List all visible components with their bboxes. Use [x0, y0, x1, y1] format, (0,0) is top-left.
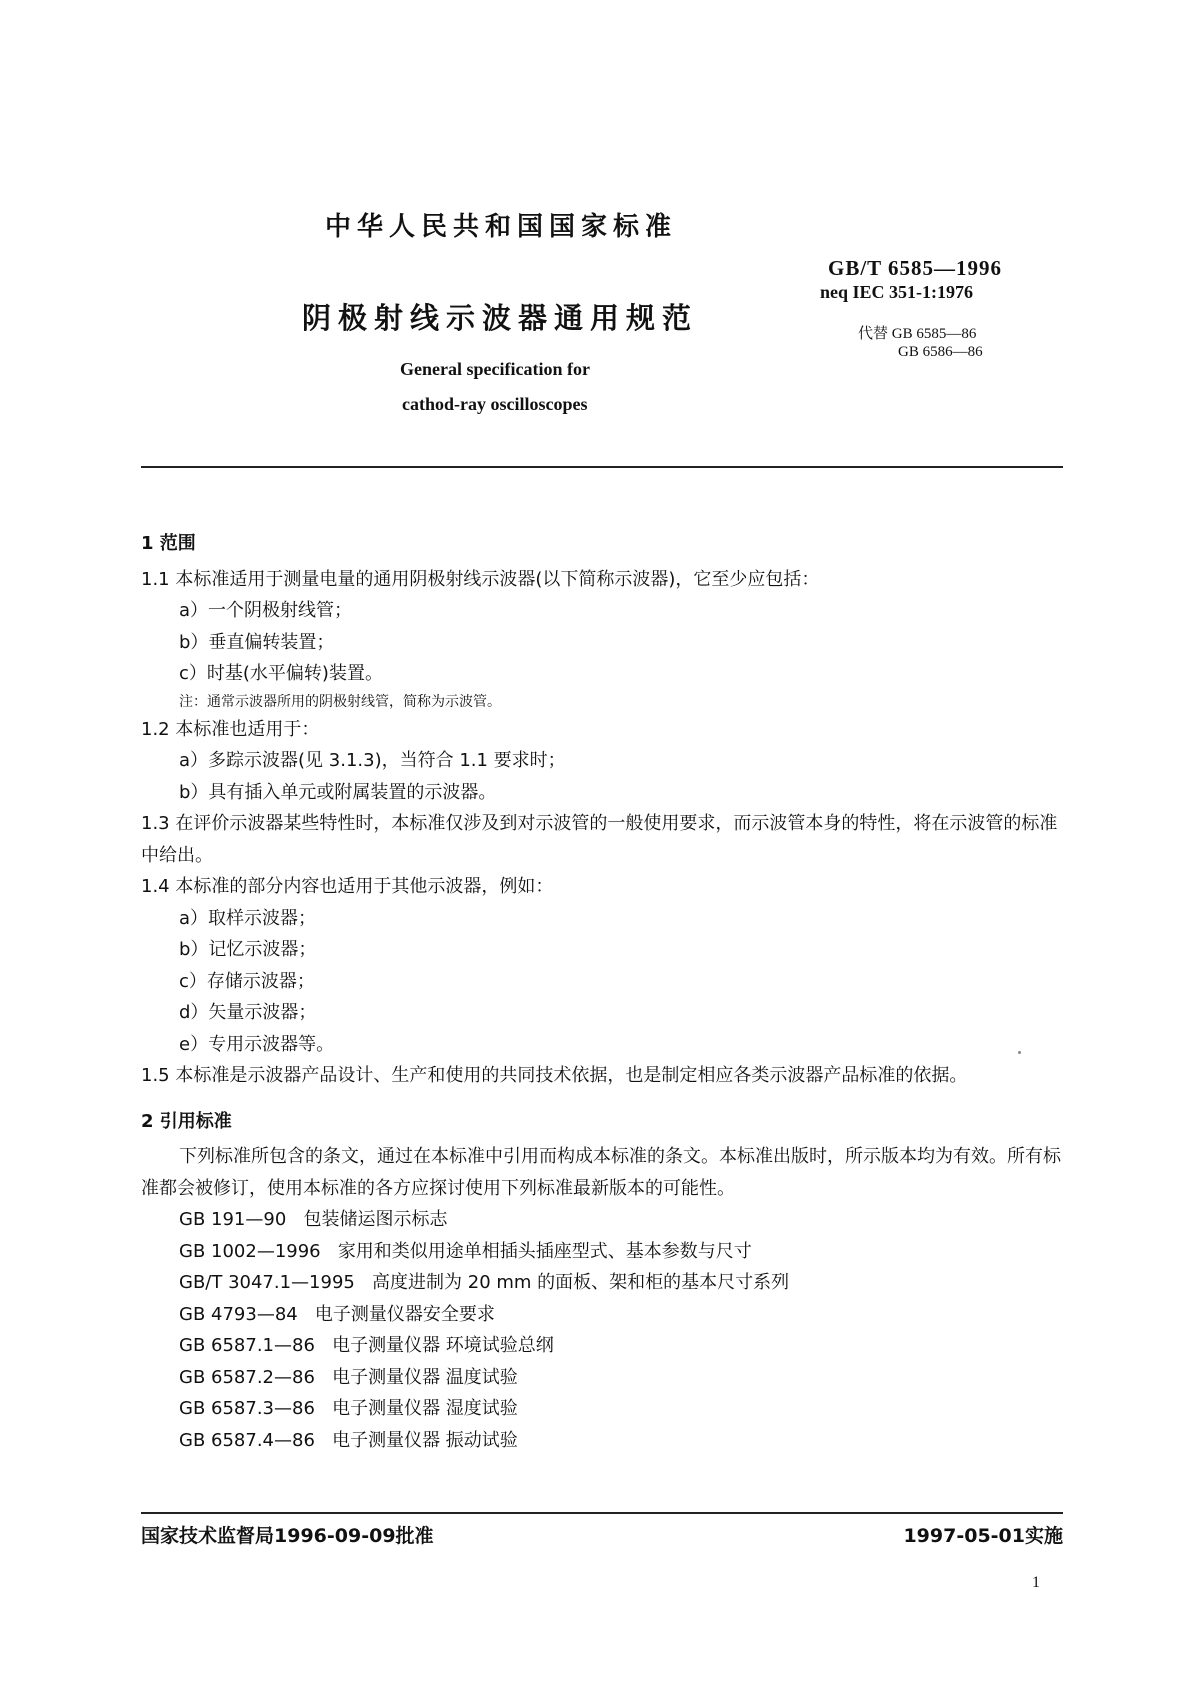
national-standard-title: 中华人民共和国国家标准 — [325, 212, 678, 242]
reference-code: GB 6587.2—86 — [179, 1366, 315, 1388]
clause-1-2: 1.2 本标准也适用于： — [141, 718, 320, 740]
list-item: e）专用示波器等。 — [179, 1033, 335, 1055]
list-item: a）多踪示波器(见 3.1.3)，当符合 1.1 要求时； — [179, 750, 566, 771]
reference-title: 电子测量仪器 振动试验 — [332, 1429, 518, 1451]
list-item: d）矢量示波器； — [179, 1002, 317, 1023]
section-2-heading: 2 引用标准 — [141, 1110, 232, 1132]
reference-code: GB 191—90 — [179, 1209, 287, 1230]
clause-1-4: 1.4 本标准的部分内容也适用于其他示波器，例如： — [141, 876, 554, 897]
reference-title: 高度进制为 20 mm 的面板、架和柜的基本尺寸系列 — [372, 1272, 790, 1293]
reference-title: 电子测量仪器 环境试验总纲 — [332, 1335, 554, 1356]
reference-row — [141, 1393, 1063, 1425]
approval-date: 国家技术监督局1996-09-09批准 — [141, 1525, 434, 1547]
header-divider — [141, 466, 1063, 468]
replaces-line-2: GB 6586—86 — [898, 344, 983, 360]
document-body — [141, 522, 1063, 1456]
section-1-heading: 1 范围 — [141, 533, 196, 554]
standard-number: GB/T 6585—1996 — [828, 256, 1003, 280]
reference-code: GB 6587.4—86 — [179, 1429, 315, 1451]
reference-title: 电子测量仪器安全要求 — [314, 1303, 495, 1325]
scan-speck — [1018, 1051, 1021, 1054]
replaces-line-1: 代替 GB 6585—86 — [858, 326, 977, 342]
reference-title: 包装储运图示标志 — [303, 1209, 448, 1230]
reference-row — [141, 1236, 1063, 1268]
reference-row — [141, 1425, 1063, 1457]
replaces-block — [858, 325, 983, 361]
reference-code: GB 1002—1996 — [179, 1240, 321, 1262]
list-item: a）取样示波器； — [179, 907, 317, 929]
list-item: b）垂直偏转装置； — [179, 631, 335, 653]
document-title-cn: 阴极射线示波器通用规范 — [302, 301, 699, 335]
reference-title: 家用和类似用途单相插头插座型式、基本参数与尺寸 — [337, 1240, 752, 1262]
reference-title: 电子测量仪器 温度试验 — [332, 1366, 518, 1388]
clause-1-1: 1.1 本标准适用于测量电量的通用阴极射线示波器(以下简称示波器)，它至少应包括： — [141, 568, 820, 590]
effective-date: 1997-05-01实施 — [903, 1525, 1063, 1547]
document-title-en-line-1: General specification for — [400, 359, 590, 379]
reference-code: GB 6587.1—86 — [179, 1335, 315, 1356]
list-item: b）记忆示波器； — [179, 939, 317, 960]
page-number: 1 — [1032, 1574, 1040, 1591]
reference-title: 电子测量仪器 湿度试验 — [332, 1398, 518, 1419]
clause-1-5: 1.5 本标准是示波器产品设计、生产和使用的共同技术依据，也是制定相应各类示波器产品标准的依据。 — [141, 1065, 968, 1086]
list-item: b）具有插入单元或附属装置的示波器。 — [179, 781, 497, 803]
reference-code: GB 6587.3—86 — [179, 1398, 315, 1419]
section-2-intro: 下列标准所包含的条文，通过在本标准中引用而构成本标准的条文。本标准出版时，所示版本均为有效。所有标准都会被修订，使用本标准的各方应探讨使用下列标准最新版本的可能性。 — [141, 1146, 1061, 1199]
list-item: a）一个阴极射线管； — [179, 600, 353, 621]
reference-code: GB 4793—84 — [179, 1303, 298, 1325]
reference-row — [141, 1267, 1063, 1299]
reference-row — [141, 1299, 1063, 1331]
clause-1-3: 1.3 在评价示波器某些特性时，本标准仅涉及到对示波管的一般使用要求，而示波管本身的特性，将在示波管的标准中给出。 — [141, 813, 1058, 866]
footer-divider — [141, 1512, 1063, 1514]
reference-row — [141, 1330, 1063, 1362]
reference-code: GB/T 3047.1—1995 — [179, 1272, 355, 1293]
reference-row — [141, 1362, 1063, 1394]
reference-row — [141, 1204, 1063, 1236]
clause-1-1-note: 注：通常示波器所用的阴极射线管，简称为示波管。 — [179, 693, 501, 710]
list-item: c）时基(水平偏转)装置。 — [179, 663, 383, 684]
list-item: c）存储示波器； — [179, 970, 315, 992]
equivalence-note: neq IEC 351-1:1976 — [820, 282, 974, 302]
document-title-en-line-2: cathod-ray oscilloscopes — [402, 394, 588, 414]
